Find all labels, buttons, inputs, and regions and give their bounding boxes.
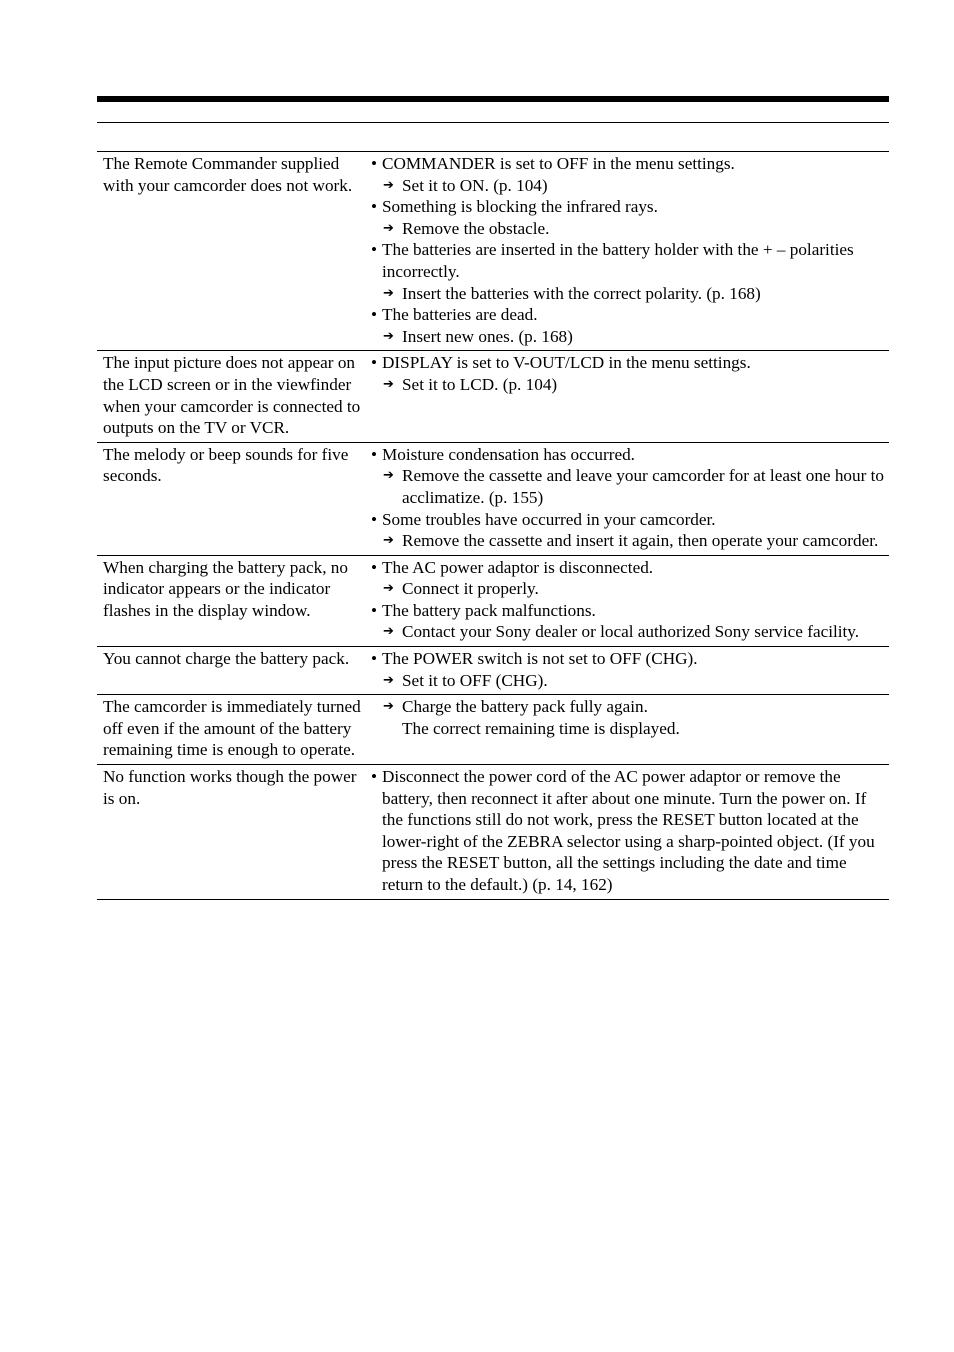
cause-item bbox=[371, 304, 887, 326]
bullet-icon: • bbox=[371, 444, 378, 464]
arrow-right-icon: ➔ bbox=[383, 699, 394, 715]
table-row bbox=[97, 647, 889, 695]
arrow-right-icon: ➔ bbox=[383, 328, 394, 344]
symptom-cell: No function works though the power is on. bbox=[103, 767, 357, 808]
header-rule-thin bbox=[97, 122, 889, 123]
arrow-right-icon: ➔ bbox=[383, 468, 394, 484]
cause-cell bbox=[367, 695, 889, 764]
table-row bbox=[97, 695, 889, 765]
bullet-icon: • bbox=[371, 353, 378, 373]
cause-item bbox=[371, 196, 887, 218]
bullet-icon: • bbox=[371, 557, 378, 577]
cause-text: The battery pack malfunctions. bbox=[382, 600, 596, 620]
cause-item bbox=[371, 352, 887, 374]
bullet-icon: • bbox=[371, 154, 378, 173]
cause-item bbox=[371, 600, 887, 622]
remedy-item bbox=[371, 530, 887, 552]
cause-text: The batteries are dead. bbox=[382, 305, 538, 325]
cause-text: COMMANDER is set to OFF in the menu settings. bbox=[382, 154, 735, 173]
cause-text: DISPLAY is set to V-OUT/LCD in the menu settings. bbox=[382, 353, 751, 373]
remedy-text: Charge the battery pack fully again. bbox=[402, 697, 648, 717]
remedy-item bbox=[371, 283, 887, 305]
arrow-right-icon: ➔ bbox=[383, 376, 394, 392]
remedy-item bbox=[371, 465, 887, 508]
cause-item bbox=[371, 509, 887, 531]
header-rule-thick bbox=[97, 96, 889, 102]
cause-cell bbox=[367, 647, 889, 694]
remedy-item bbox=[371, 326, 887, 348]
symptom-cell: The input picture does not appear on the LCD screen or in the viewfinder when your camcorder is connected to outputs on the TV or VCR. bbox=[103, 353, 361, 438]
cause-text: The AC power adaptor is disconnected. bbox=[382, 557, 654, 577]
cause-cell bbox=[367, 351, 889, 441]
arrow-right-icon: ➔ bbox=[383, 672, 394, 688]
cause-cell bbox=[367, 556, 889, 646]
remedy-text: Remove the obstacle. bbox=[402, 218, 550, 238]
remedy-item bbox=[371, 621, 887, 643]
troubleshooting-table bbox=[97, 151, 889, 900]
remedy-item bbox=[371, 175, 887, 197]
table-row bbox=[97, 152, 889, 351]
cause-text: The POWER switch is not set to OFF (CHG). bbox=[382, 649, 698, 669]
symptom-cell: You cannot charge the battery pack. bbox=[103, 649, 350, 669]
cause-item bbox=[371, 444, 887, 466]
arrow-right-icon: ➔ bbox=[383, 581, 394, 597]
remedy-text: Set it to LCD. (p. 104) bbox=[402, 374, 558, 394]
symptom-cell: The camcorder is immediately turned off even if the amount of the battery remaining time is enough to operate. bbox=[103, 697, 361, 760]
bullet-icon: • bbox=[371, 509, 378, 529]
remedy-text: Connect it properly. bbox=[402, 579, 539, 599]
cause-item bbox=[371, 557, 887, 579]
cause-item bbox=[371, 648, 887, 670]
remedy-item bbox=[371, 218, 887, 240]
remedy-item bbox=[371, 374, 887, 396]
cause-text: Moisture condensation has occurred. bbox=[382, 444, 635, 464]
remedy-text: Set it to OFF (CHG). bbox=[402, 670, 548, 690]
bullet-icon: • bbox=[371, 305, 378, 325]
bullet-icon: • bbox=[371, 600, 378, 620]
table-row bbox=[97, 443, 889, 556]
remedy-text: Set it to ON. (p. 104) bbox=[402, 175, 548, 195]
table-row bbox=[97, 351, 889, 442]
symptom-cell: The melody or beep sounds for five seconds. bbox=[103, 444, 349, 486]
cause-text: The batteries are inserted in the battery holder with the + – polarities incorrectly. bbox=[382, 240, 854, 281]
cause-text: Disconnect the power cord of the AC power adaptor or remove the battery, then reconnect it after about one minute. Turn the power on. If the functions still do not work, press the RESET button located at the lower-right of the ZEBRA selector using a sharp-pointed object. (If you press the RESET button, all the settings including the date and time return to the default.) (p. 14, 162) bbox=[382, 767, 875, 894]
bullet-icon: • bbox=[371, 240, 378, 260]
arrow-right-icon: ➔ bbox=[383, 177, 394, 193]
remedy-text: Contact your Sony dealer or local authorized Sony service facility. bbox=[402, 622, 860, 642]
cause-text: Something is blocking the infrared rays. bbox=[382, 197, 658, 217]
cause-text: Some troubles have occurred in your camcorder. bbox=[382, 509, 716, 529]
symptom-cell: The Remote Commander supplied with your camcorder does not work. bbox=[103, 154, 353, 195]
cause-item bbox=[371, 766, 887, 896]
arrow-right-icon: ➔ bbox=[383, 220, 394, 236]
remedy-text: Insert the batteries with the correct polarity. (p. 168) bbox=[402, 283, 761, 303]
remedy-item bbox=[371, 578, 887, 600]
arrow-right-icon: ➔ bbox=[383, 624, 394, 640]
cause-item bbox=[371, 239, 887, 282]
cause-item bbox=[371, 153, 887, 175]
table-row bbox=[97, 765, 889, 900]
arrow-right-icon: ➔ bbox=[383, 285, 394, 301]
bullet-icon: • bbox=[371, 649, 378, 669]
cause-cell bbox=[367, 152, 889, 350]
remedy-text: Remove the cassette and leave your camcorder for at least one hour to acclimatize. (p. 155) bbox=[402, 466, 885, 507]
symptom-cell: When charging the battery pack, no indicator appears or the indicator flashes in the display window. bbox=[103, 557, 348, 620]
remedy-item bbox=[371, 670, 887, 692]
cause-cell bbox=[367, 765, 889, 899]
remedy-text: Insert new ones. (p. 168) bbox=[402, 326, 573, 346]
bullet-icon: • bbox=[371, 197, 378, 217]
remedy-note: The correct remaining time is displayed. bbox=[402, 718, 680, 738]
remedy-text: Remove the cassette and insert it again, then operate your camcorder. bbox=[402, 531, 879, 551]
bullet-icon: • bbox=[371, 767, 378, 787]
table-row bbox=[97, 556, 889, 647]
arrow-right-icon: ➔ bbox=[383, 533, 394, 549]
cause-cell bbox=[367, 443, 889, 555]
remedy-item bbox=[371, 696, 887, 718]
